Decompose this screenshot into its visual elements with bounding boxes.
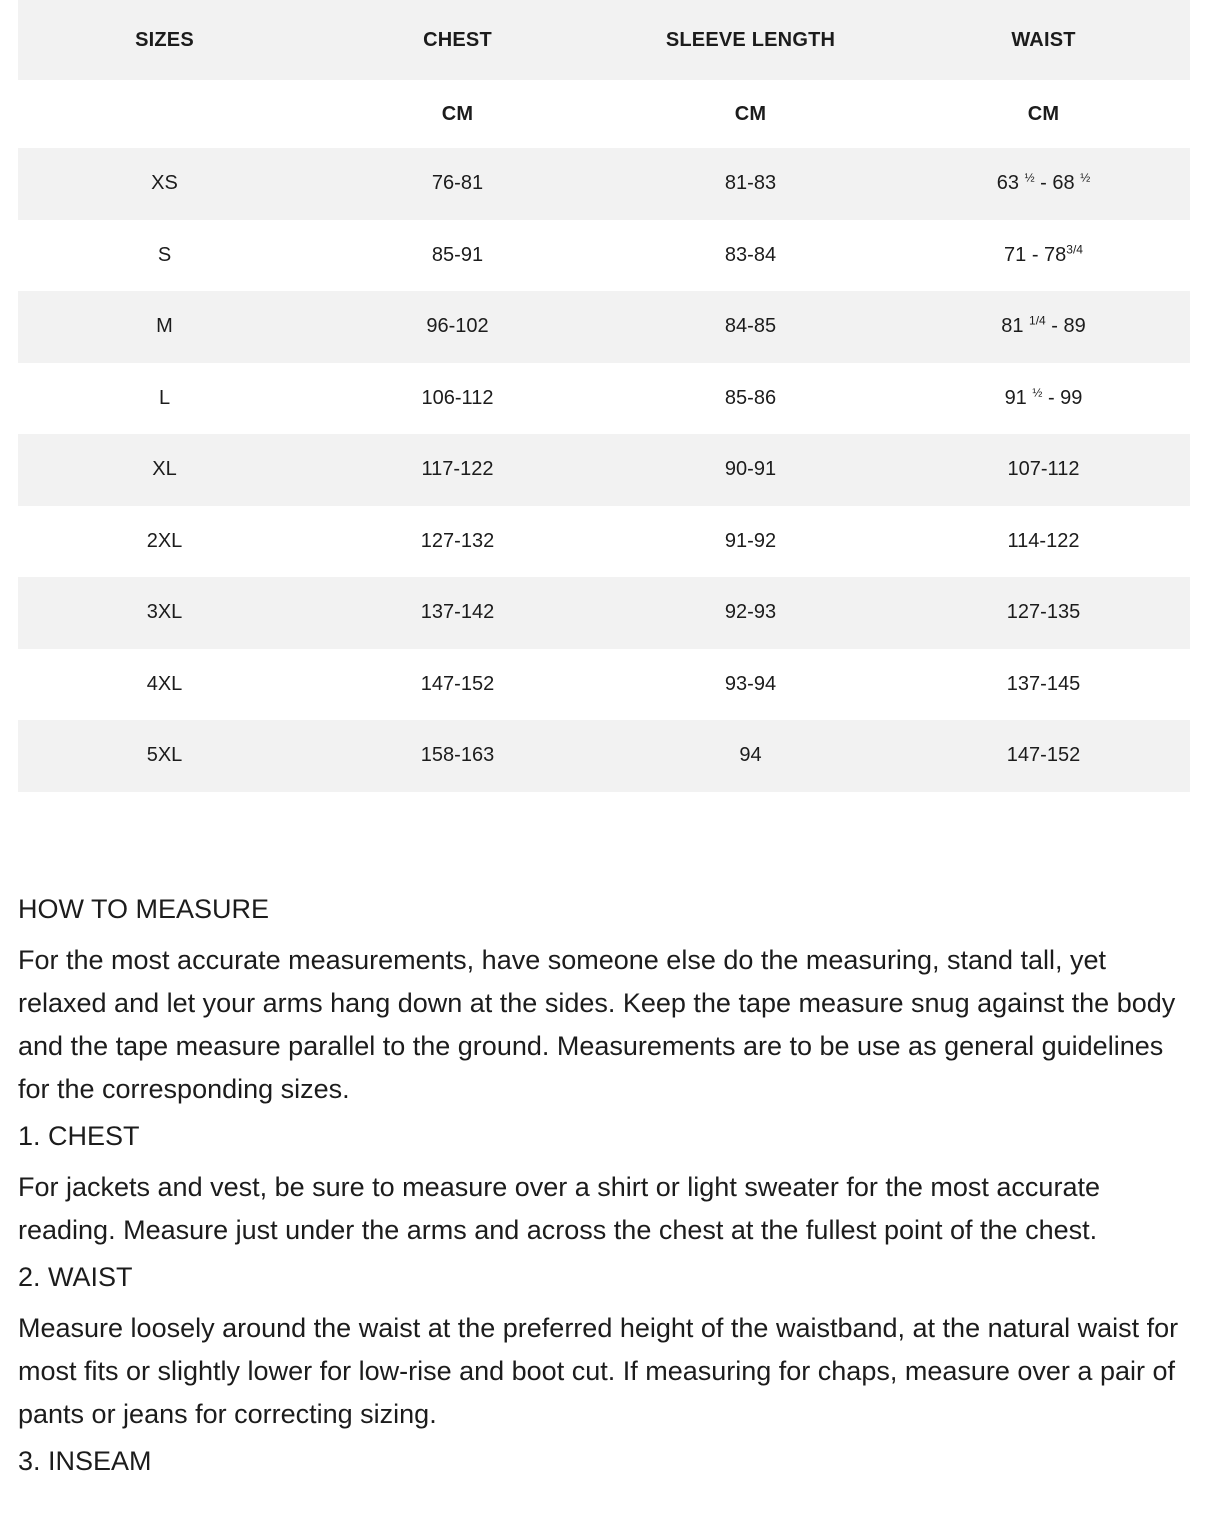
waist-cell	[897, 244, 1190, 267]
size-cell: L	[158, 386, 171, 409]
waist-value: 137-145	[1006, 672, 1081, 695]
header-waist: WAIST	[1011, 28, 1076, 51]
chest-cell: 85-91	[431, 243, 484, 266]
waist-value: 71 - 78	[1004, 243, 1067, 266]
size-cell: M	[156, 315, 173, 338]
waist-cell	[897, 172, 1190, 195]
waist-cell	[897, 315, 1190, 338]
waist-cell	[897, 601, 1190, 624]
sleeve-cell: 83-84	[724, 243, 777, 266]
waist-value: 127-135	[1006, 601, 1081, 624]
waist-value: 107-112	[1007, 458, 1080, 481]
size-chart-table	[18, 0, 1190, 792]
waist-value: 114-122	[1007, 529, 1080, 552]
sleeve-cell: 92-93	[724, 601, 777, 624]
size-cell: 2XL	[146, 529, 183, 552]
chest-cell: 106-112	[421, 386, 494, 409]
table-row	[18, 148, 1190, 220]
header-sleeve-length: SLEEVE LENGTH	[665, 28, 836, 51]
chest-cell: 147-152	[420, 672, 495, 695]
table-row	[18, 291, 1190, 363]
waist-fraction: 3/4	[1066, 242, 1083, 257]
unit-chest: CM	[441, 102, 474, 125]
waist-cell	[897, 387, 1190, 410]
chest-cell: 76-81	[431, 172, 484, 195]
waist-value: 147-152	[1006, 744, 1081, 767]
table-row	[18, 220, 1190, 292]
chest-cell: 117-122	[421, 458, 494, 481]
table-header-row	[18, 0, 1190, 80]
size-cell: S	[157, 243, 172, 266]
header-chest: CHEST	[423, 28, 492, 51]
table-row	[18, 363, 1190, 435]
waist-fraction: ½	[1024, 170, 1035, 185]
table-body	[18, 148, 1190, 792]
section-chest-text: For jackets and vest, be sure to measure over a shirt or light sweater for the most accurate reading. Measure just under the arms and across the chest at the fullest point of the chest.	[18, 1172, 1100, 1245]
header-sizes: SIZES	[135, 28, 194, 51]
unit-waist: CM	[1027, 102, 1060, 125]
size-cell: 4XL	[146, 672, 183, 695]
table-row	[18, 649, 1190, 721]
sleeve-cell: 81-83	[724, 172, 777, 195]
waist-fraction: 1/4	[1029, 313, 1046, 328]
chest-cell: 127-132	[420, 529, 495, 552]
waist-value: 63	[996, 172, 1025, 195]
waist-cell	[897, 673, 1190, 696]
size-cell: 3XL	[146, 601, 183, 624]
waist-cell	[897, 458, 1190, 481]
waist-fraction: ½	[1032, 385, 1043, 400]
waist-value: - 89	[1045, 315, 1086, 338]
section-chest-heading: 1. CHEST	[18, 1121, 140, 1151]
sleeve-cell: 84-85	[724, 315, 777, 338]
sleeve-cell: 94	[739, 744, 762, 767]
size-cell: XL	[152, 458, 177, 481]
sleeve-cell: 91-92	[724, 529, 777, 552]
waist-value: 81	[1001, 315, 1030, 338]
table-row	[18, 506, 1190, 578]
table-units-row	[18, 80, 1190, 148]
chest-cell: 96-102	[426, 315, 489, 338]
size-cell: XS	[151, 172, 178, 195]
table-row	[18, 720, 1190, 792]
chest-cell: 158-163	[420, 744, 495, 767]
waist-value: - 99	[1042, 386, 1083, 409]
table-row	[18, 434, 1190, 506]
waist-value: - 68	[1034, 172, 1081, 195]
sleeve-cell: 93-94	[724, 672, 777, 695]
how-to-measure-intro: For the most accurate measurements, have someone else do the measuring, stand tall, yet relaxed and let your arms hang down at the sides. Keep the tape measure snug against the body and the tape measure parallel to the ground. Measurements are to be use as general guidelines for the corresponding sizes.	[18, 945, 1176, 1104]
section-waist-heading: 2. WAIST	[18, 1262, 133, 1292]
waist-value: 91	[1004, 386, 1033, 409]
chest-cell: 137-142	[420, 601, 495, 624]
sleeve-cell: 85-86	[724, 386, 777, 409]
how-to-measure-title: HOW TO MEASURE	[18, 894, 270, 924]
waist-cell	[897, 530, 1190, 553]
section-inseam-heading: 3. INSEAM	[18, 1446, 152, 1476]
size-cell: 5XL	[146, 744, 183, 767]
sleeve-cell: 90-91	[724, 458, 777, 481]
section-waist-text: Measure loosely around the waist at the preferred height of the waistband, at the natural waist for most fits or slightly lower for low-rise and boot cut. If measuring for chaps, measure over a pair of pants or jeans for correcting sizing.	[18, 1313, 1179, 1429]
waist-fraction: ½	[1080, 170, 1091, 185]
waist-cell	[897, 744, 1190, 767]
table-row	[18, 577, 1190, 649]
how-to-measure-section	[18, 888, 1193, 1491]
unit-sleeve: CM	[734, 102, 767, 125]
